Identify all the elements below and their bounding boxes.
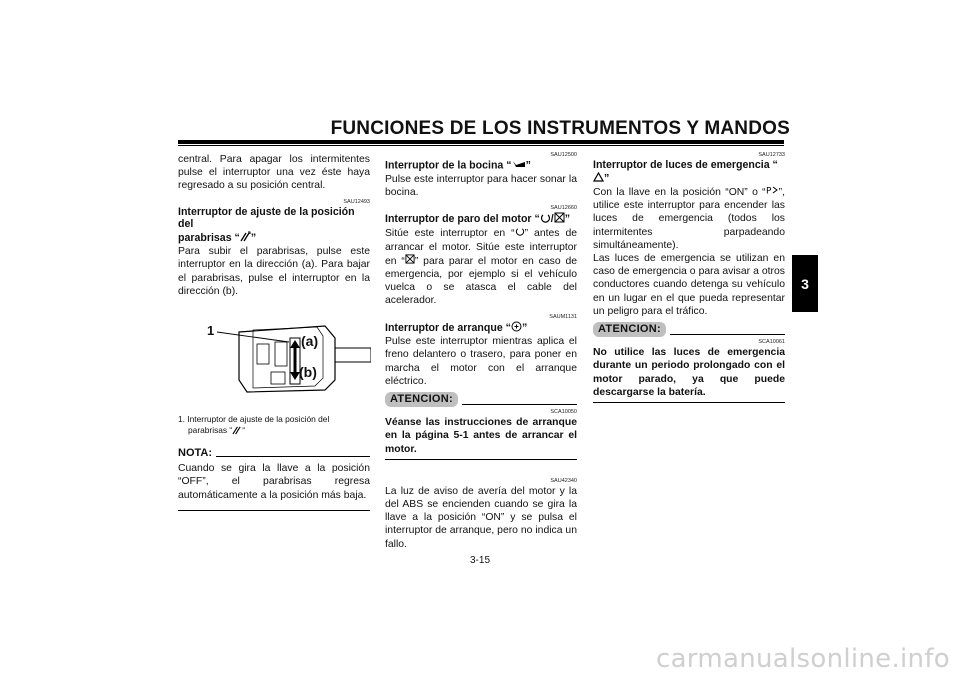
windshield-icon — [240, 231, 251, 246]
atencion-text: No utilice las luces de emergencia durante un periodo prolongado con el motor parado, ya que puede descargarse la batería. — [593, 347, 785, 398]
engine-run-icon — [540, 212, 551, 227]
section-heading-hazard — [593, 159, 785, 185]
horn-body: Pulse este interruptor para hacer sonar la bocina. — [385, 173, 577, 198]
body-text: Con la llave en la posición “ON” o “ — [593, 186, 766, 198]
ref-code: SAU12500 — [550, 152, 577, 158]
engine-stop-icon — [405, 254, 415, 268]
figure-label-a: (a) — [301, 333, 319, 349]
page-header-title: FUNCIONES DE LOS INSTRUMENTOS Y MANDOS — [330, 118, 790, 139]
body-text: ” para parar el motor en caso de emergencia, por ejemplo si el vehículo vuelca o se atasca el cable del acelerador. — [385, 255, 578, 307]
body-text: Sitúe este interruptor en “ — [385, 228, 515, 240]
heading-text: / — [550, 212, 554, 225]
heading-text: Interruptor de luces de emergencia “ — [593, 159, 778, 171]
horn-icon — [512, 159, 526, 173]
atencion-badge: ATENCION: — [385, 392, 458, 407]
atencion-badge: ATENCION: — [593, 322, 666, 337]
ref-code: SAU12493 — [343, 198, 370, 205]
windshield-body: Para subir el parabrisas, pulse este interruptor en la dirección (a). Para bajar el parabrisas, pulse el interruptor en la dirección (b). — [178, 246, 370, 297]
switch-figure — [195, 318, 371, 396]
ref-code: SAU12733 — [758, 152, 785, 158]
heading-text: Interruptor de arranque “ — [385, 321, 511, 334]
heading-text: ” — [604, 172, 610, 185]
intro-paragraph: central. Para apagar los intermitentes pulse el interruptor una vez éste haya regresado a su posición central. — [178, 154, 370, 192]
hazard-body — [593, 185, 785, 252]
ref-code: SAUM1131 — [549, 313, 577, 320]
column-2 — [385, 146, 577, 551]
nota-label: NOTA: — [178, 447, 213, 459]
ref-code: SCA10050 — [550, 409, 577, 416]
caption-text: parabrisas “ — [188, 424, 233, 435]
abs-body: La luz de aviso de avería del motor y la del ABS se encienden cuando se gira la llave a la posición “ON” y se pulsa el interruptor de arranque, pero no indica un fallo. — [385, 485, 577, 550]
body-text: ”, utilice este interruptor para encender las luces de emergencia (todos los intermitentes parpadeando simultáneamente). — [593, 186, 785, 251]
hazard-icon — [593, 172, 604, 186]
heading-text: Interruptor de ajuste de la posición del — [178, 205, 355, 231]
ref-code: SCA10061 — [758, 339, 785, 346]
heading-text: Interruptor de paro del motor “ — [385, 212, 540, 225]
svg-text:P: P — [765, 186, 772, 195]
ref-code: SAU42340 — [550, 477, 577, 484]
atencion-header — [385, 392, 577, 407]
caption-text: 1. Interruptor de ajuste de la posición del — [178, 414, 330, 424]
hazard-body-2: Las luces de emergencia se utilizan en caso de emergencia o para avisar a otros conductores cuando detenga su vehículo en un lugar en el que pueda representar un peligro para el tráfico. — [593, 253, 785, 317]
atencion-end-rule — [385, 459, 577, 460]
nota-text: Cuando se gira la llave a la posición “OFF”, el parabrisas regresa automáticamente a la posición más baja. — [178, 463, 370, 501]
engine-run-icon — [515, 226, 525, 240]
heading-text: ” — [564, 212, 571, 225]
nota-end-rule — [178, 510, 370, 511]
atencion-header — [593, 322, 785, 337]
caption-text: ” — [242, 424, 246, 435]
parking-icon — [766, 185, 779, 199]
heading-text: ” — [525, 159, 531, 172]
heading-text: ” — [521, 321, 528, 334]
atencion-end-rule — [593, 402, 785, 403]
heading-text: parabrisas “ — [178, 231, 240, 244]
heading-text: ” — [250, 231, 257, 244]
header-rule — [178, 140, 784, 144]
section-heading-start — [385, 321, 577, 336]
engine-stop-body — [385, 226, 577, 307]
column-1 — [178, 153, 370, 298]
body-text: ” antes de arrancar el motor. Sitúe este interruptor en “ — [385, 228, 577, 267]
section-tab: 3 — [792, 255, 818, 312]
heading-text: Interruptor de la bocina “ — [385, 159, 512, 172]
page-number: 3-15 — [469, 555, 490, 566]
figure-label-b: (b) — [299, 364, 317, 380]
starter-icon — [511, 321, 522, 336]
watermark: carmanualsonline.info — [655, 644, 950, 674]
ref-code: SAU12660 — [550, 204, 577, 211]
engine-stop-icon — [554, 212, 565, 227]
figure-caption — [178, 414, 370, 437]
atencion-text: Véanse las instrucciones de arranque en la página 5-1 antes de arrancar el motor. — [385, 417, 577, 455]
section-heading-horn — [385, 159, 577, 173]
windshield-icon — [232, 425, 242, 438]
column-1-lower — [178, 414, 370, 511]
nota-header — [178, 447, 370, 460]
start-body: Pulse este interruptor mientras aplica el freno delantero o trasero, para poner en marcha el motor con el arranque eléctrico. — [385, 336, 577, 387]
column-3 — [593, 146, 785, 403]
section-heading-engine-stop — [385, 212, 577, 227]
section-heading-windshield — [178, 206, 370, 246]
figure-label-1: 1 — [207, 323, 215, 338]
